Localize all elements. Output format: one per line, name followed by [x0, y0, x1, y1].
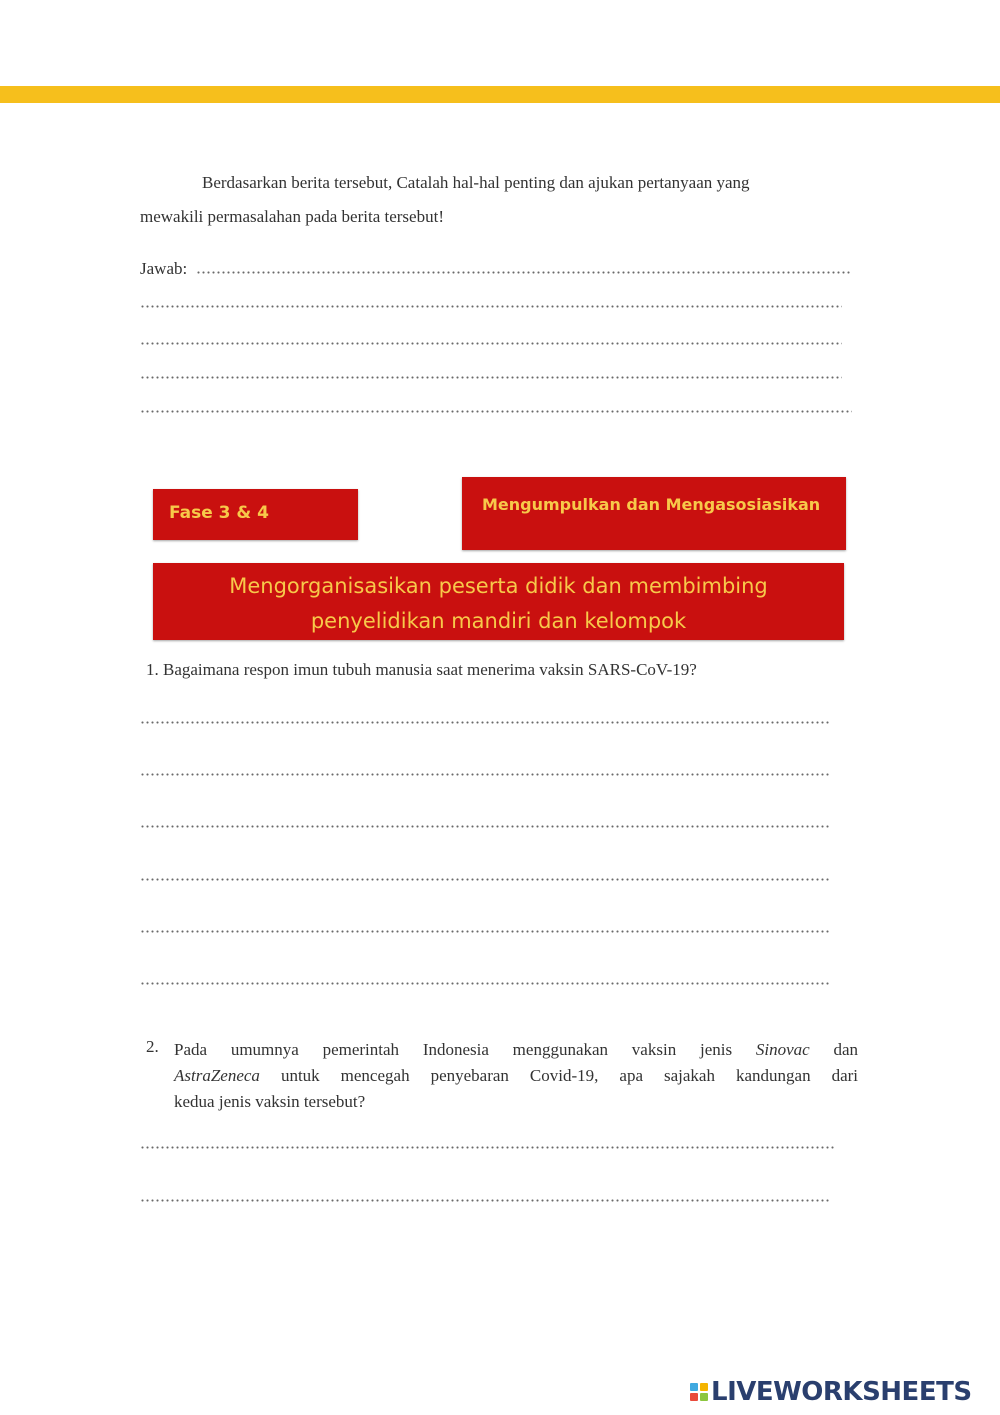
question-1: 1. Bagaimana respon imun tubuh manusia saat menerima vaksin SARS-CoV-19?: [146, 660, 697, 679]
logo-grid-icon: [690, 1383, 708, 1401]
q1-answer-line-1[interactable]: [140, 716, 830, 728]
phase-banner: [153, 563, 844, 640]
answer-label: Jawab:: [140, 259, 188, 278]
top-accent-bar: [0, 86, 1000, 103]
question-2-line-1: [174, 1037, 858, 1063]
question-2-text-b: dan: [809, 1040, 859, 1059]
question-2-line-3: kedua jenis vaksin tersebut?: [174, 1092, 366, 1111]
answer-line-3[interactable]: [140, 337, 842, 349]
banner-line-2: penyelidikan mandiri dan kelompok: [310, 609, 687, 633]
liveworksheets-logo: [690, 1377, 972, 1407]
banner-line-1: Mengorganisasikan peserta didik dan membimbing: [229, 574, 768, 598]
answer-line-1[interactable]: [196, 266, 852, 278]
question-2-number: 2.: [146, 1037, 159, 1056]
question-2-text-a: Pada umumnya pemerintah Indonesia menggunakan vaksin jenis: [174, 1040, 756, 1059]
phase-activity-box: [462, 477, 846, 550]
q1-answer-line-3[interactable]: [140, 820, 830, 832]
intro-line-2: mewakili permasalahan pada berita tersebut!: [140, 207, 444, 226]
phase-label: Fase 3 & 4: [169, 503, 269, 523]
intro-line-1: Berdasarkan berita tersebut, Catalah hal-hal penting dan ajukan pertanyaan yang: [202, 173, 750, 192]
q1-answer-line-5[interactable]: [140, 925, 830, 937]
phase-activity-label: Mengumpulkan dan Mengasosiasikan: [482, 495, 821, 514]
phase-label-box: [153, 489, 358, 540]
question-2-sinovac: Sinovac: [755, 1040, 810, 1059]
q2-answer-line-1[interactable]: [140, 1141, 836, 1153]
question-2-astrazeneca: AstraZeneca: [174, 1066, 260, 1085]
question-2-line-2: [174, 1063, 858, 1089]
q1-answer-line-6[interactable]: [140, 977, 830, 989]
intro-paragraph: [140, 166, 870, 234]
question-2: [174, 1037, 858, 1115]
answer-line-4[interactable]: [140, 371, 842, 383]
answer-line-2[interactable]: [140, 300, 842, 312]
question-2-text-c: untuk mencegah penyebaran Covid-19, apa sajakah kandungan dari: [259, 1066, 858, 1085]
q2-answer-line-2[interactable]: [140, 1194, 830, 1206]
q1-answer-line-2[interactable]: [140, 768, 830, 780]
logo-text: LIVEWORKSHEETS: [711, 1377, 972, 1407]
q1-answer-line-4[interactable]: [140, 873, 830, 885]
answer-line-5[interactable]: [140, 405, 852, 417]
